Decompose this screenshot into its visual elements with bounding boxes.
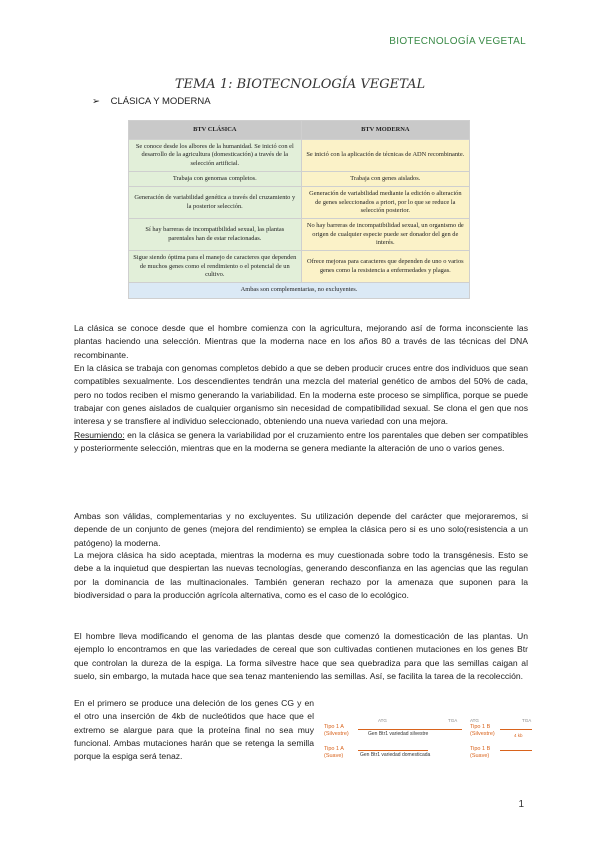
- table-cell-modern: Se inició con la aplicación de técnicas de ADN recombinante.: [301, 140, 469, 172]
- start-codon-label: ATG: [470, 718, 479, 723]
- domesticated-gene-caption: Gen Btr1 variedad domesticada: [360, 752, 431, 758]
- paragraph-mutations: En el primero se produce una deleción de los genes CG y en el otro una inserción de 4kb de nucleótidos que hace que el extremo se alargue para que la proteína final no sea muy funcional. Ambas mutaciones harán que se retenga la semilla porque la espiga será tenaz.: [74, 698, 314, 762]
- paragraph-intro: La clásica se conoce desde que el hombre comienza con la agricultura, mejorando así de forma inconsciente las plantas haciendo una selección. Mientras que la moderna nace en los años 80 a través de las técnicas del DNA recombinante.: [74, 323, 528, 360]
- comparison-table: [128, 120, 470, 299]
- btr1-gene-figure: [324, 706, 464, 766]
- summary-text: en la clásica se genera la variabilidad por el cruzamiento entre los parentales que deben ser compatibles y posteriormente selección, mientras que en la moderna se genera mediante la alteración de uno o varios genes.: [74, 430, 528, 454]
- wild-type-label: Tipo 1 B (Silvestre): [470, 724, 495, 737]
- paragraph-genomes: En la clásica se trabaja con genomas completos debido a que se deben producir cruces entre dos individuos que sean compatibles sexualmente. Los descendientes tendrán una mezcla del material genético de ambos del 50% de cada, pero no todos reciben el mismo generando la variabilidad. En la moderna este proceso se simplifica, porque se puede trabajar con genes aislados de cualquier organismo sin necesidad de compatibilidad sexual. Se clona el gen que nos interesa y se transfiere al individuo seleccionado, obteniendo una nueva variedad con una mejora.: [74, 363, 528, 427]
- soft-type-label: Tipo 1 A (Suave): [324, 746, 344, 759]
- soft-type-label: Tipo 1 B (Suave): [470, 746, 491, 759]
- paragraph-domestication: El hombre lleva modificando el genoma de las plantas desde que comenzó la domesticación de las plantas. Un ejemplo lo encontramos en que las variedades de cereal que son cultivadas contienen mutaciones en los genes Btr que controlan la dureza de la espiga. La forma silvestre hace que sea quebradiza para que las semillas caigan al suelo, sin embargo, la mutada hace que sea tenaz manteniendo las semillas. Así, se facilita la tarea de la recolección.: [74, 631, 528, 681]
- table-cell-modern: Trabaja con genes aislados.: [301, 171, 469, 186]
- arrow-bullet-icon: ➢: [92, 96, 100, 107]
- table-cell-classic: Trabaja con genomas completos.: [129, 171, 302, 186]
- stop-codon-label: TGA: [448, 718, 458, 723]
- table-cell-modern: Generación de variabilidad mediante la edición o alteración de genes seleccionados a priori, por lo que se reduce la selección posterior.: [301, 187, 469, 219]
- wild-gene-caption: Gen Btr1 variedad silvestre: [368, 731, 429, 737]
- domesticated-gene-line: [358, 750, 428, 751]
- paragraph-summary: [74, 429, 528, 456]
- table-row: [129, 171, 470, 186]
- wild-gene-line: [358, 729, 462, 730]
- table-row: [129, 219, 470, 251]
- course-header: BIOTECNOLOGÍA VEGETAL: [389, 36, 526, 47]
- page-title: TEMA 1: BIOTECNOLOGÍA VEGETAL: [174, 77, 426, 92]
- stop-codon-label: TGA: [522, 718, 532, 723]
- table-footer: Ambas son complementarias, no excluyentes.: [129, 283, 470, 298]
- table-row: [129, 140, 470, 172]
- domesticated-gene-line: [500, 750, 532, 751]
- table-header-classic: BTV CLÁSICA: [129, 121, 302, 140]
- table-cell-modern: No hay barreras de incompatibilidad sexual, un organismo de origen de cualquier especie puede ser donador del gen de interés.: [301, 219, 469, 251]
- table-header-row: [129, 121, 470, 140]
- table-cell-classic: Sí hay barreras de incompatibilidad sexual, las plantas parentales han de estar relacionadas.: [129, 219, 302, 251]
- insert-size-label: 4 kb: [514, 733, 523, 738]
- table-header-modern: BTV MODERNA: [301, 121, 469, 140]
- paragraph-complementary: Ambas son válidas, complementarias y no excluyentes. Su utilización depende del carácter que mejoraremos, si depende de un conjunto de genes (mejora del rendimiento) se emplea la clásica pero si es uno solo(resistencia a un patógeno) la moderna.: [74, 511, 528, 548]
- table-cell-classic: Generación de variabilidad genética a través del cruzamiento y la posterior selección.: [129, 187, 302, 219]
- table-row: [129, 251, 470, 283]
- paragraph-acceptance: La mejora clásica ha sido aceptada, mientras la moderna es muy cuestionada sobre todo la transgénesis. Esto se debe a la inquietud que despiertan las nuevas tecnologías, generando desconfianza en las agencias que las regulan por la dominancia de las multinacionales. También generan rechazo por la amenaza que suponen para la biodiversidad o para la producción agrícola alternativa, como es el caso de lo ecológico.: [74, 550, 528, 600]
- start-codon-label: ATG: [378, 718, 387, 723]
- table-cell-classic: Sigue siendo óptima para el manejo de caracteres que dependen de muchos genes como el rendimiento o el potencial de un cultivo.: [129, 251, 302, 283]
- section-subheading-text: CLÁSICA Y MODERNA: [110, 96, 211, 107]
- table-cell-modern: Ofrece mejoras para caracteres que dependen de uno o varios genes como la resistencia a enfermedades y plagas.: [301, 251, 469, 283]
- wild-type-label: Tipo 1 A (Silvestre): [324, 724, 349, 737]
- section-subheading: [92, 96, 211, 107]
- page-number: 1: [518, 799, 524, 810]
- table-footer-row: [129, 283, 470, 298]
- btr2-gene-figure: [470, 706, 534, 766]
- table-row: [129, 187, 470, 219]
- table-cell-classic: Se conoce desde los albores de la humanidad. Se inició con el desarrollo de la agricultura (domesticación) a través de la selección artificial.: [129, 140, 302, 172]
- wild-gene-line: [500, 729, 532, 730]
- summary-label: Resumiendo:: [74, 430, 125, 440]
